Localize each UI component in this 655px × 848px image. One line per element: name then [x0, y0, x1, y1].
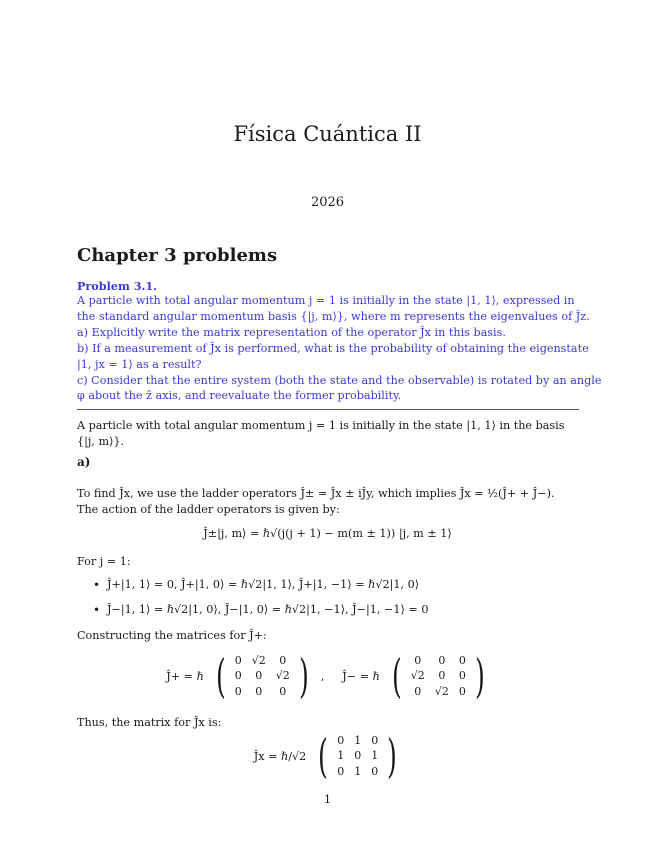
- bullet-jplus: [93, 578, 419, 591]
- bullet-jminus: [93, 603, 428, 616]
- matrix-cell: 0: [337, 734, 345, 748]
- matrix-cell: √2: [251, 654, 266, 668]
- problem-line: b) If a measurement of Ĵx is performed, what is the probability of obtaining the eigenstate: [77, 342, 589, 355]
- chapter-heading: Chapter 3 problems: [77, 245, 278, 266]
- matrix-cell: 0: [234, 684, 242, 698]
- matrix-cell: 0: [337, 764, 345, 778]
- matrix-cell: 0: [234, 669, 242, 683]
- jplus-jminus-equation: [0, 649, 655, 703]
- matrix-cell: √2: [410, 669, 425, 683]
- bullet-jplus-text: Ĵ+|1, 1⟩ = 0, Ĵ+|1, 0⟩ = ℏ√2|1, 1⟩, Ĵ+|1, −1⟩ = ℏ√2|1, 0⟩: [107, 578, 420, 591]
- matrix-cell: 0: [354, 749, 362, 763]
- matrix-cell: 1: [337, 749, 345, 763]
- matrix-bracket: ): [298, 649, 309, 703]
- for-j1-text: For j = 1:: [77, 555, 131, 568]
- matrix-cell: 0: [458, 669, 466, 683]
- part-a-heading: a): [77, 455, 91, 469]
- problem-line: c) Consider that the entire system (both the state and the observable) is rotated by an angle: [77, 374, 602, 387]
- matrix-cell: 0: [438, 654, 446, 668]
- problem-line: A particle with total angular momentum j = 1 is initially in the state |1, 1⟩, expressed in: [77, 294, 575, 307]
- matrix-separator: ,: [320, 669, 325, 683]
- problem-line: the standard angular momentum basis {|j, m⟩}, where m represents the eigenvalues of Ĵz.: [77, 310, 590, 323]
- ladder-text-line: The action of the ladder operators is given by:: [77, 503, 340, 516]
- jminus-matrix-table: [406, 653, 471, 699]
- problem-line: φ about the ẑ axis, and reevaluate the former probability.: [77, 389, 402, 402]
- matrix-cell: 0: [234, 654, 242, 668]
- matrix-cell: 0: [279, 654, 287, 668]
- matrix-bracket: (: [318, 729, 329, 783]
- jx-matrix-table: [332, 733, 383, 779]
- matrix-cell: 0: [438, 669, 446, 683]
- solution-intro-line: A particle with total angular momentum j = 1 is initially in the state |1, 1⟩ in the basis: [77, 419, 565, 432]
- bullet-jminus-text: Ĵ−|1, 1⟩ = ℏ√2|1, 0⟩, Ĵ−|1, 0⟩ = ℏ√2|1, −1⟩, Ĵ−|1, −1⟩ = 0: [107, 603, 429, 616]
- constructing-text: Constructing the matrices for Ĵ+:: [77, 629, 267, 642]
- matrix-bracket: ): [474, 649, 485, 703]
- page-number: 1: [323, 792, 332, 806]
- jminus-matrix: [388, 649, 489, 703]
- ladder-equation: Ĵ±|j, m⟩ = ℏ√(j(j + 1) − m(m ± 1)) |j, m ± 1⟩: [203, 527, 452, 540]
- matrix-cell: 0: [255, 684, 263, 698]
- matrix-bracket: ): [387, 729, 398, 783]
- jx-equation: [0, 729, 655, 783]
- ladder-text-line: To find Ĵx, we use the ladder operators Ĵ± = Ĵx ± iĴy, which implies Ĵx = ½(Ĵ+ + Ĵ−).: [77, 487, 555, 500]
- problem-line: |1, jx = 1⟩ as a result?: [77, 358, 202, 371]
- jplus-matrix-table: [230, 653, 295, 699]
- matrix-cell: 0: [458, 654, 466, 668]
- jplus-label: Ĵ+ = ℏ: [166, 669, 204, 683]
- thus-text: Thus, the matrix for Ĵx is:: [77, 716, 222, 729]
- problem-line: a) Explicitly write the matrix representation of the operator Ĵx in this basis.: [77, 326, 506, 339]
- matrix-cell: 0: [458, 684, 466, 698]
- jplus-matrix: [212, 649, 313, 703]
- matrix-bracket: (: [391, 649, 402, 703]
- jminus-label: Ĵ− = ℏ: [342, 669, 380, 683]
- matrix-cell: 0: [414, 684, 422, 698]
- section-divider: [77, 409, 579, 410]
- document-title: Física Cuántica II: [233, 122, 422, 146]
- jx-label: Ĵx = ℏ/√2: [253, 749, 307, 763]
- matrix-cell: 0: [371, 764, 379, 778]
- matrix-cell: 1: [354, 764, 362, 778]
- matrix-cell: 0: [371, 734, 379, 748]
- matrix-cell: √2: [275, 669, 290, 683]
- matrix-cell: 1: [354, 734, 362, 748]
- matrix-cell: √2: [434, 684, 449, 698]
- matrix-cell: 0: [279, 684, 287, 698]
- solution-intro-line: {|j, m⟩}.: [77, 435, 125, 448]
- document-year: 2026: [310, 195, 345, 210]
- jx-matrix: [314, 729, 401, 783]
- matrix-cell: 0: [414, 654, 422, 668]
- problem-label: Problem 3.1.: [77, 279, 158, 293]
- matrix-cell: 1: [371, 749, 379, 763]
- matrix-bracket: (: [215, 649, 226, 703]
- matrix-cell: 0: [255, 669, 263, 683]
